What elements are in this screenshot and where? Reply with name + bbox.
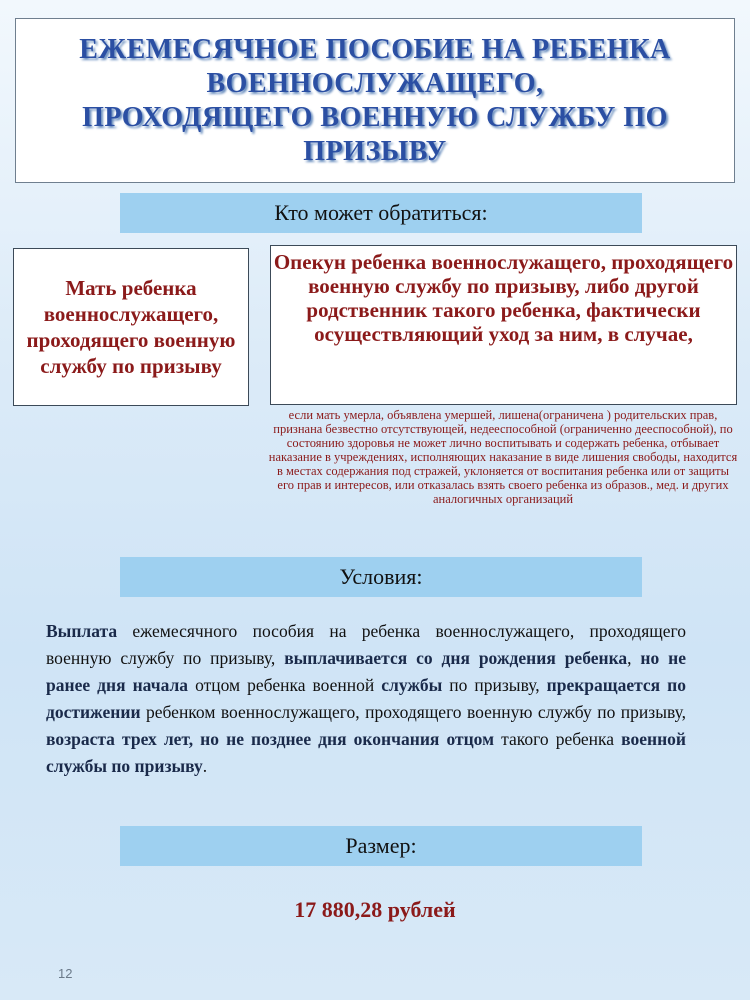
emphasis: военной службы по призыву [46,729,686,776]
text-run: ребенком военнослужащего, проходящего военную службу по призыву, [140,702,686,722]
title-box [15,18,735,183]
text-run: отцом ребенка военной [188,675,382,695]
title-line: ВОЕННОСЛУЖАЩЕГО, [206,67,544,99]
mother-box [13,248,249,406]
emphasis: возраста трех лет, но не позднее дня окончания отцом [46,729,495,749]
emphasis: службы [381,675,443,695]
emphasis: прекращается по достижении [46,675,686,722]
emphasis: но не ранее дня начала [46,648,686,695]
page-title [69,33,681,169]
text-run: , [627,648,641,668]
text-run: такого ребенка [494,729,622,749]
conditions-text [46,618,686,780]
size-heading: Размер: [120,826,642,866]
title-line: ПРИЗЫВУ [303,135,447,167]
emphasis: выплачивается со дня рождения ребенка [284,648,628,668]
title-line: ПРОХОДЯЩЕГО ВОЕННУЮ СЛУЖБУ ПО [82,101,668,133]
guardian-text: Опекун ребенка военнослужащего, проходящего военную службу по призыву, либо другой родственник такого ребенка, фактически осуществляющий уход за ним, в случае, [273,250,734,346]
who-heading: Кто может обратиться: [120,193,642,233]
text-run: ежемесячного пособия на ребенка военнослужащего, проходящего военную службу по призыву, [46,621,686,668]
emphasis: Выплата [46,621,118,641]
mother-text: Мать ребенка военнослужащего, проходящего военную службу по призыву [26,276,236,378]
text-run: . [202,756,208,776]
title-line: ЕЖЕМЕСЯЧНОЕ ПОСОБИЕ НА РЕБЕНКА [79,33,671,65]
conditions-heading: Условия: [120,557,642,597]
text-run: по призыву, [442,675,547,695]
page-number: 12 [58,966,73,981]
guardian-box [270,245,737,405]
amount-value: 17 880,28 рублей [294,897,456,922]
guardian-note: если мать умерла, объявлена умершей, лишена(ограничена ) родительских прав, признана безвестно отсутствующей, недееспособной (ограниченно дееспособной), по состоянию здоровья не может лично воспитывать и содержать ребенка, отбывает наказание в учреждениях, исполняющих наказание в виде лишения свободы, находится в местах содержания под стражей, уклоняется от воспитания ребенка или от защиты его прав и интересов, или отказалась взять своего ребенка из образов., мед. и других аналогичных организаций [268,408,738,506]
